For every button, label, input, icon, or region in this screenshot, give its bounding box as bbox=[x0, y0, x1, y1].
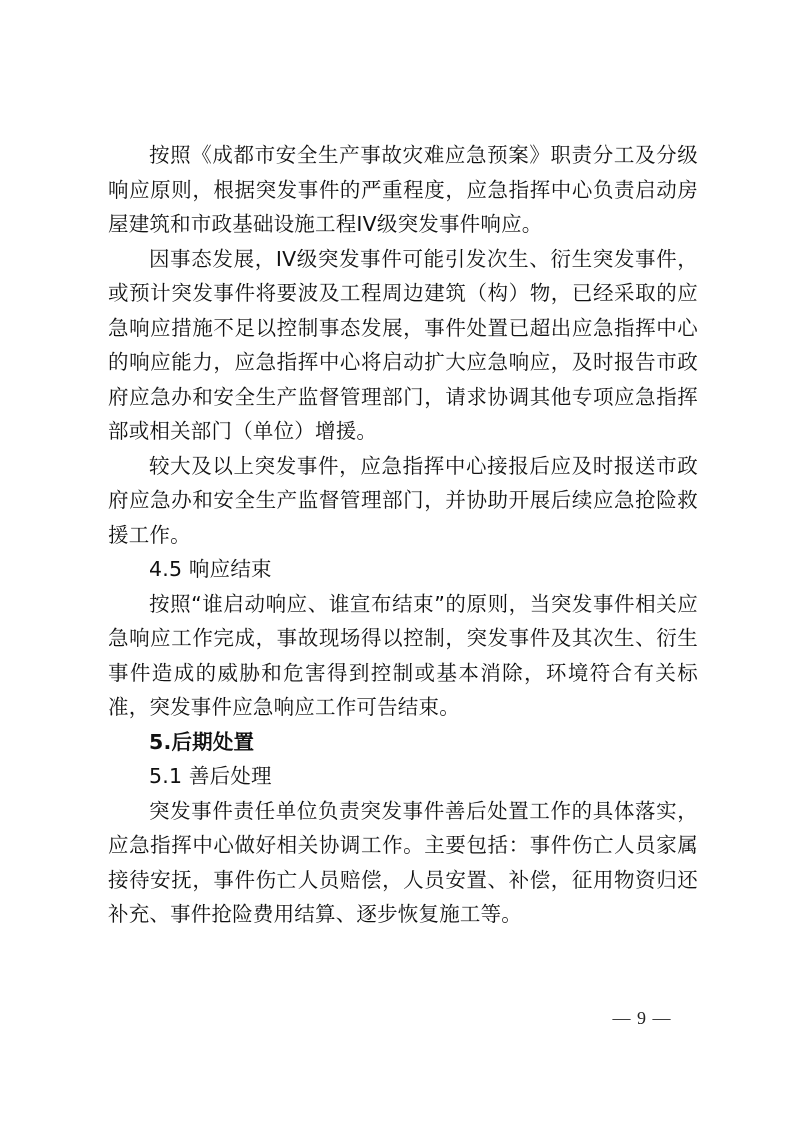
paragraph-escalation: 因事态发展，IV级突发事件可能引发次生、衍生突发事件，或预计突发事件将要波及工程周边建筑（构）物，已经采取的应急响应措施不足以控制事态发展，事件处置已超出应急指挥中心的响应能力，应急指挥中心将启动扩大应急响应，及时报告市政府应急办和安全生产监督管理部门，请求协调其他专项应急指挥部或相关部门（单位）增援。 bbox=[108, 246, 698, 443]
paragraph-response-end: 按照“谁启动响应、谁宣布结束”的原则，当突发事件相关应急响应工作完成，事故现场得以控制，突发事件及其次生、衍生事件造成的威胁和危害得到控制或基本消除，环境符合有关标准，突发事件应急响应工作可告结束。 bbox=[108, 591, 698, 719]
section-heading-5: 5.后期处置 bbox=[149, 729, 255, 754]
paragraph-response-principle: 按照《成都市安全生产事故灾难应急预案》职责分工及分级响应原则，根据突发事件的严重程度，应急指挥中心负责启动房屋建筑和市政基础设施工程IV级突发事件响应。 bbox=[108, 143, 698, 236]
paragraph-aftermath: 突发事件责任单位负责突发事件善后处置工作的具体落实，应急指挥中心做好相关协调工作。主要包括：事件伤亡人员家属接待安抚，事件伤亡人员赔偿，人员安置、补偿，征用物资归还补充、事件抢险费用结算、逐步恢复施工等。 bbox=[108, 798, 698, 926]
page-number: — 9 — bbox=[612, 1008, 672, 1028]
section-heading-4-5: 4.5 响应结束 bbox=[149, 557, 272, 581]
section-heading-5-1: 5.1 善后处理 bbox=[149, 764, 272, 788]
paragraph-major-events: 较大及以上突发事件，应急指挥中心接报后应及时报送市政府应急办和安全生产监督管理部门，并协助开展后续应急抢险救援工作。 bbox=[108, 453, 698, 547]
document-body bbox=[108, 138, 698, 932]
